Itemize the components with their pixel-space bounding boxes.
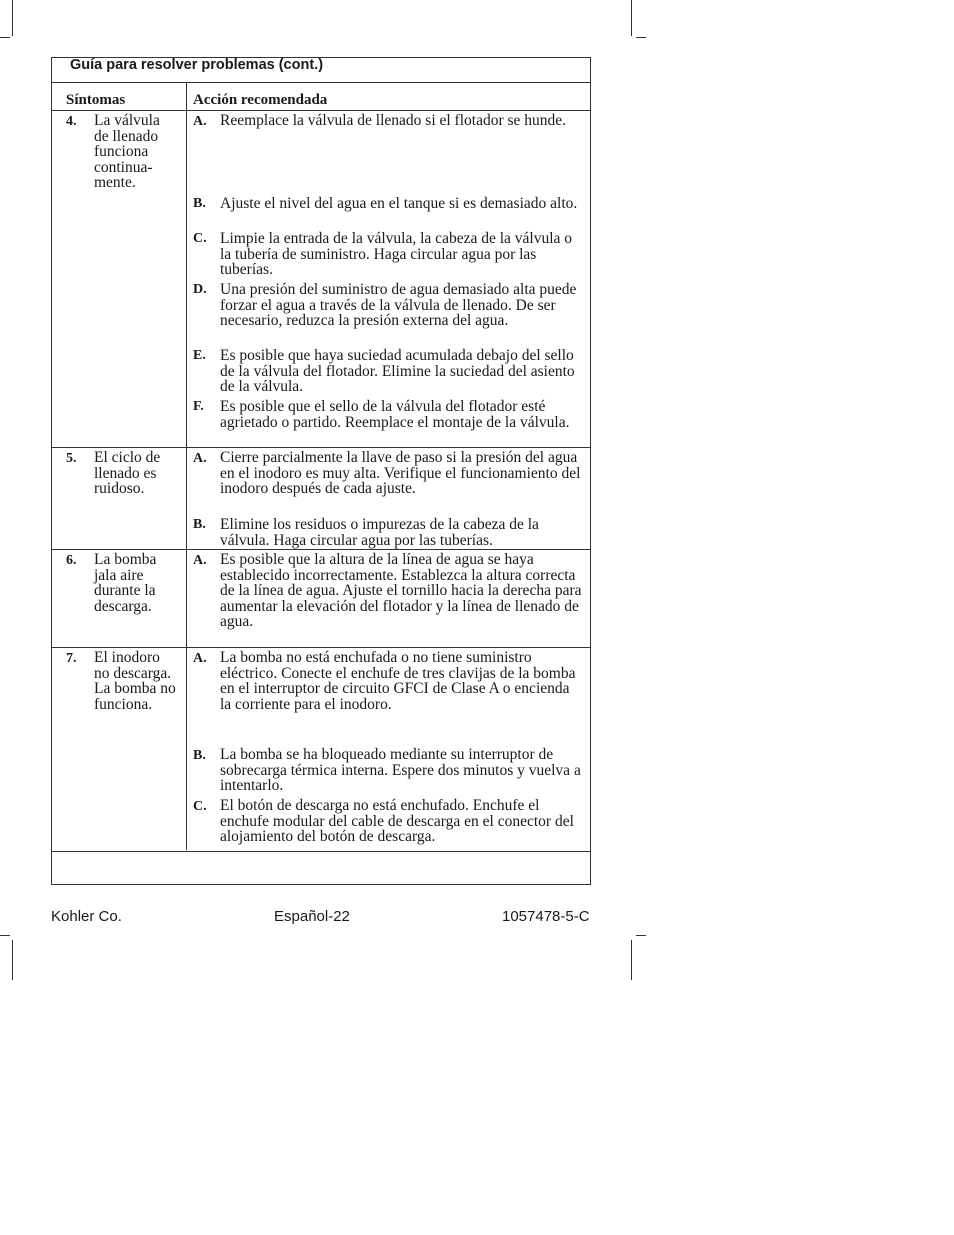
- header-divider: [52, 110, 590, 111]
- row-number: 6.: [66, 553, 77, 568]
- action-letter: B.: [193, 196, 206, 211]
- table-title-row: [52, 58, 590, 83]
- crop-mark: [631, 940, 632, 980]
- action-letter: A.: [193, 553, 207, 568]
- header-symptoms: Síntomas: [66, 92, 126, 108]
- action-letter: B.: [193, 748, 206, 763]
- symptom-text: La bomba jala aire durante la descarga.: [94, 551, 157, 615]
- action-text: Limpie la entrada de la válvula, la cabeza de la válvula o la tubería de suministro. Haga circular agua por las tuberías.: [220, 230, 573, 278]
- action-text: Es posible que la altura de la línea de agua se haya establecido incorrectamente. Establezca la altura correcta de la línea de agua. Ajuste el tornillo hacia la derecha para aumentar la elevación del flotador y la línea de llenado de agua.: [220, 551, 582, 630]
- symptom-text: El ciclo de llenado es ruidoso.: [94, 449, 161, 497]
- action-text: Cierre parcialmente la llave de paso si la presión del agua en el inodoro es muy alta. Verifique el funcionamiento del inodoro después de cada ajuste.: [220, 449, 581, 497]
- action-text: Elimine los residuos o impurezas de la cabeza de la válvula. Haga circular agua por las tuberías.: [220, 516, 539, 549]
- action-text: El botón de descarga no está enchufado. Enchufe el enchufe modular del cable de descarga en el conector del alojamiento del botón de descarga.: [220, 797, 574, 845]
- action-text: La bomba se ha bloqueado mediante su interruptor de sobrecarga térmica interna. Espere dos minutos y vuelva a intentarlo.: [220, 746, 581, 794]
- crop-mark: [12, 0, 13, 36]
- action-text: Reemplace la válvula de llenado si el flotador se hunde.: [220, 112, 567, 129]
- crop-mark: [636, 935, 646, 936]
- crop-mark: [12, 940, 13, 980]
- table-bottom-divider: [52, 851, 590, 852]
- footer-document-code: 1057478-5-C: [502, 908, 590, 925]
- table-title: Guía para resolver problemas (cont.): [70, 57, 324, 73]
- action-letter: A.: [193, 651, 207, 666]
- action-letter: E.: [193, 348, 206, 363]
- row-divider: [52, 549, 590, 550]
- row-number: 7.: [66, 651, 77, 666]
- action-letter: C.: [193, 799, 207, 814]
- action-letter: B.: [193, 517, 206, 532]
- symptom-text: El inodoro no descarga. La bomba no funciona.: [94, 649, 176, 713]
- action-letter: C.: [193, 231, 207, 246]
- crop-mark: [636, 37, 646, 38]
- footer-page-number: Español-22: [274, 908, 350, 925]
- action-letter: F.: [193, 399, 204, 414]
- action-text: Es posible que haya suciedad acumulada debajo del sello de la válvula del flotador. Elimine la suciedad del asiento de la válvula.: [220, 347, 575, 395]
- symptom-text: La válvula de llenado funciona continua-mente.: [94, 112, 160, 191]
- crop-mark: [0, 935, 10, 936]
- action-letter: A.: [193, 114, 207, 129]
- crop-mark: [631, 0, 632, 36]
- action-letter: A.: [193, 451, 207, 466]
- header-action: Acción recomendada: [193, 92, 328, 108]
- action-text: La bomba no está enchufada o no tiene suministro eléctrico. Conecte el enchufe de tres clavijas de la bomba en el interruptor de circuito GFCI de Clase A o encienda la corriente para el inodoro.: [220, 649, 576, 713]
- footer-company: Kohler Co.: [51, 908, 122, 925]
- row-number: 5.: [66, 451, 77, 466]
- column-divider: [186, 82, 187, 850]
- row-divider: [52, 447, 590, 448]
- action-text: Ajuste el nivel del agua en el tanque si es demasiado alto.: [220, 195, 578, 212]
- crop-mark: [0, 37, 10, 38]
- action-text: Una presión del suministro de agua demasiado alta puede forzar el agua a través de la válvula de llenado. De ser necesario, reduzca la presión externa del agua.: [220, 281, 577, 329]
- row-divider: [52, 647, 590, 648]
- action-text: Es posible que el sello de la válvula del flotador esté agrietado o partido. Reemplace el montaje de la válvula.: [220, 398, 570, 431]
- row-number: 4.: [66, 114, 77, 129]
- troubleshooting-table: [51, 57, 591, 885]
- action-letter: D.: [193, 282, 207, 297]
